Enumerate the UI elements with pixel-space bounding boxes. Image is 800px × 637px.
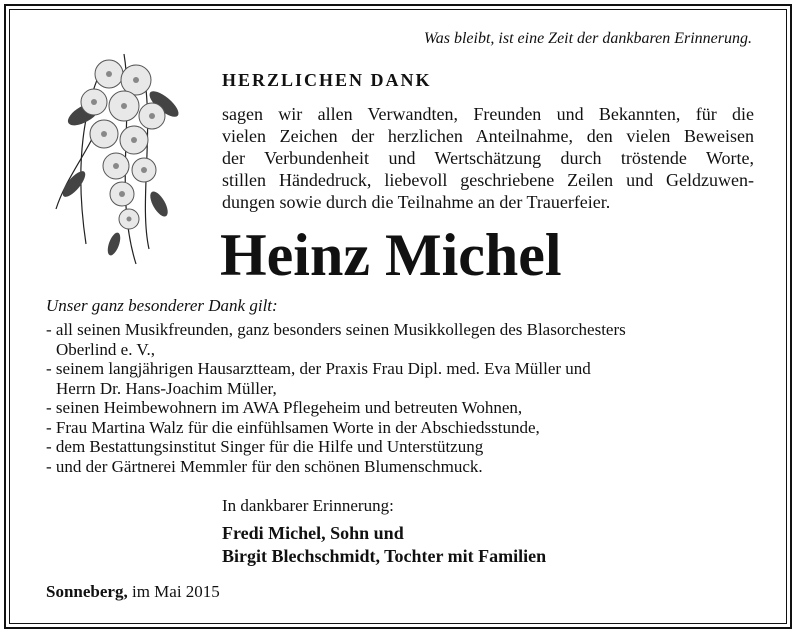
heading: HERZLICHEN DANK [222, 70, 432, 90]
intro-line: dungen sowie durch die Teilnahme an der Trauerfeier. [222, 192, 611, 212]
thanks-line: - dem Bestattungsinstitut Singer für die Hilfe und Unterstützung [46, 437, 484, 456]
signatories [222, 522, 546, 568]
motto: Was bleibt, ist eine Zeit der dankbaren Erinnerung. [423, 30, 752, 47]
thanks-list [46, 320, 626, 476]
date: im Mai 2015 [131, 582, 220, 601]
thanks-line: - Frau Martina Walz für die einfühlsamen Worte in der Abschiedsstunde, [46, 417, 540, 437]
place: Sonneberg, [46, 582, 128, 601]
signatory: Fredi Michel, Sohn und [222, 523, 404, 543]
deceased-name: Heinz Michel [220, 222, 562, 288]
thanks-title: Unser ganz besonderer Dank gilt: [46, 296, 278, 315]
flower-bouquet-image [44, 44, 194, 274]
intro-line: vielen Zeichen der herzlichen Anteilnahme, den vielen Beweisen [222, 126, 754, 146]
signatory: Birgit Blechschmidt, Tochter mit Familien [222, 546, 547, 566]
thanks-line: - seinem langjährigen Hausarztteam, der Praxis Frau Dipl. med. Eva Müller und [46, 359, 591, 378]
thanks-line: - all seinen Musikfreunden, ganz besonders seinen Musikkollegen des Blasorchesters [46, 320, 626, 339]
thanks-line: - und der Gärtnerei Memmler für den schönen Blumenschmuck. [46, 456, 483, 476]
intro-line: stillen Händedruck, liebevoll geschriebene Zeilen und Geldzuwen- [222, 170, 754, 190]
intro-line: der Verbundenheit und Wertschätzung durch tröstende Worte, [222, 148, 754, 168]
place-date [46, 582, 220, 602]
thanks-line: Oberlind e. V., [56, 339, 156, 359]
memory-line: In dankbarer Erinnerung: [222, 496, 394, 515]
intro-paragraph [222, 103, 754, 213]
intro-line: sagen wir allen Verwandten, Freunden und Bekannten, für die [222, 104, 754, 124]
thanks-line: - seinen Heimbewohnern im AWA Pflegeheim und betreuten Wohnen, [46, 398, 523, 417]
thanks-line: Herrn Dr. Hans-Joachim Müller, [56, 378, 277, 398]
